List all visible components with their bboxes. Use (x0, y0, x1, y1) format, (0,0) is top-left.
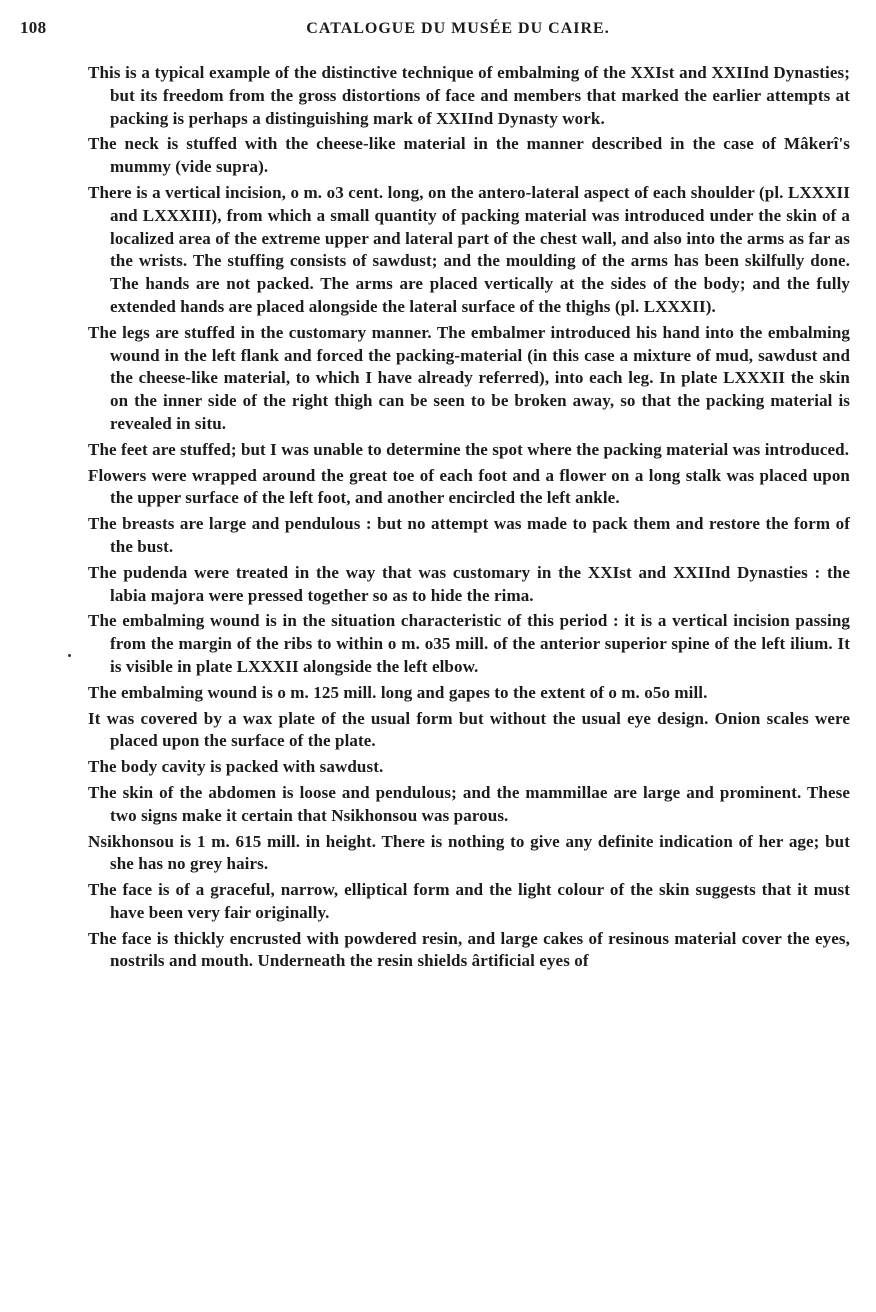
paragraph: The face is thickly encrusted with powdered resin, and large cakes of resinous material cover the eyes, nostrils and mouth. Underneath the resin shields ârtificial eyes of (88, 928, 850, 971)
paragraph: The breasts are large and pendulous : but no attempt was made to pack them and restore the form of the bust. (88, 514, 850, 556)
page-number: 108 (20, 18, 47, 37)
paragraph: The pudenda were treated in the way that was customary in the XXIst and XXIInd Dynasties : the labia majora were pressed together so as to hide the rima. (88, 562, 850, 605)
body-text (88, 62, 850, 976)
paragraph: The embalming wound is in the situation characteristic of this period : it is a vertical incision passing from the margin of the ribs to within o m. o35 mill. of the anterior superior spine of the left ilium. It is visible in plate LXXXII alongside the left elbow. (88, 611, 850, 676)
paragraph: This is a typical example of the distinctive technique of embalming of the XXIst and XXIInd Dynasties; but its freedom from the gross distortions of face and members that marked the earlier attempts at packing is perhaps a distinguishing mark of XXIInd Dynasty work. (88, 63, 850, 128)
paragraph: The legs are stuffed in the customary manner. The embalmer introduced his hand into the embalming wound in the left flank and forced the packing-material (in this case a mixture of mud, sawdust and the cheese-like material, to which I have already referred), into each leg. In plate LXXXII the skin on the inner side of the right thigh can be seen to be broken away, so that the packing material is revealed in situ. (88, 322, 850, 433)
paragraph: The feet are stuffed; but I was unable to determine the spot where the packing material was introduced. (88, 439, 850, 459)
paragraph: It was covered by a wax plate of the usual form but without the usual eye design. Onion scales were placed upon the surface of the plate. (88, 708, 850, 751)
paragraph: The skin of the abdomen is loose and pendulous; and the mammillae are large and prominent. These two signs make it certain that Nsikhonsou was parous. (88, 782, 850, 825)
paragraph: The neck is stuffed with the cheese-like material in the manner described in the case of Mâkerî's mummy (vide supra). (88, 134, 850, 177)
margin-mark (68, 654, 71, 657)
running-head: CATALOGUE DU MUSÉE DU CAIRE. (306, 20, 610, 37)
paragraph: The body cavity is packed with sawdust. (88, 757, 384, 777)
paragraph: Nsikhonsou is 1 m. 615 mill. in height. There is nothing to give any definite indication of her age; but she has no grey hairs. (88, 831, 850, 874)
paragraph: The embalming wound is o m. 125 mill. long and gapes to the extent of o m. o5o mill. (88, 682, 708, 702)
paragraph: There is a vertical incision, o m. o3 cent. long, on the antero-lateral aspect of each shoulder (pl. LXXXII and LXXXIII), from which a small quantity of packing material was introduced under the skin of a localized area of the extreme upper and lateral part of the chest wall, and also into the arms as far as the wrists. The stuffing consists of sawdust; and the moulding of the arms has been skilfully done. The hands are not packed. The arms are placed vertically at the sides of the body; and the fully extended hands are placed alongside the lateral surface of the thighs (pl. LXXXII). (88, 182, 850, 316)
paragraph: The face is of a graceful, narrow, elliptical form and the light colour of the skin suggests that it must have been very fair originally. (88, 880, 850, 922)
paragraph: Flowers were wrapped around the great toe of each foot and a flower on a long stalk was placed upon the upper surface of the left foot, and another encircled the left ankle. (88, 465, 850, 508)
